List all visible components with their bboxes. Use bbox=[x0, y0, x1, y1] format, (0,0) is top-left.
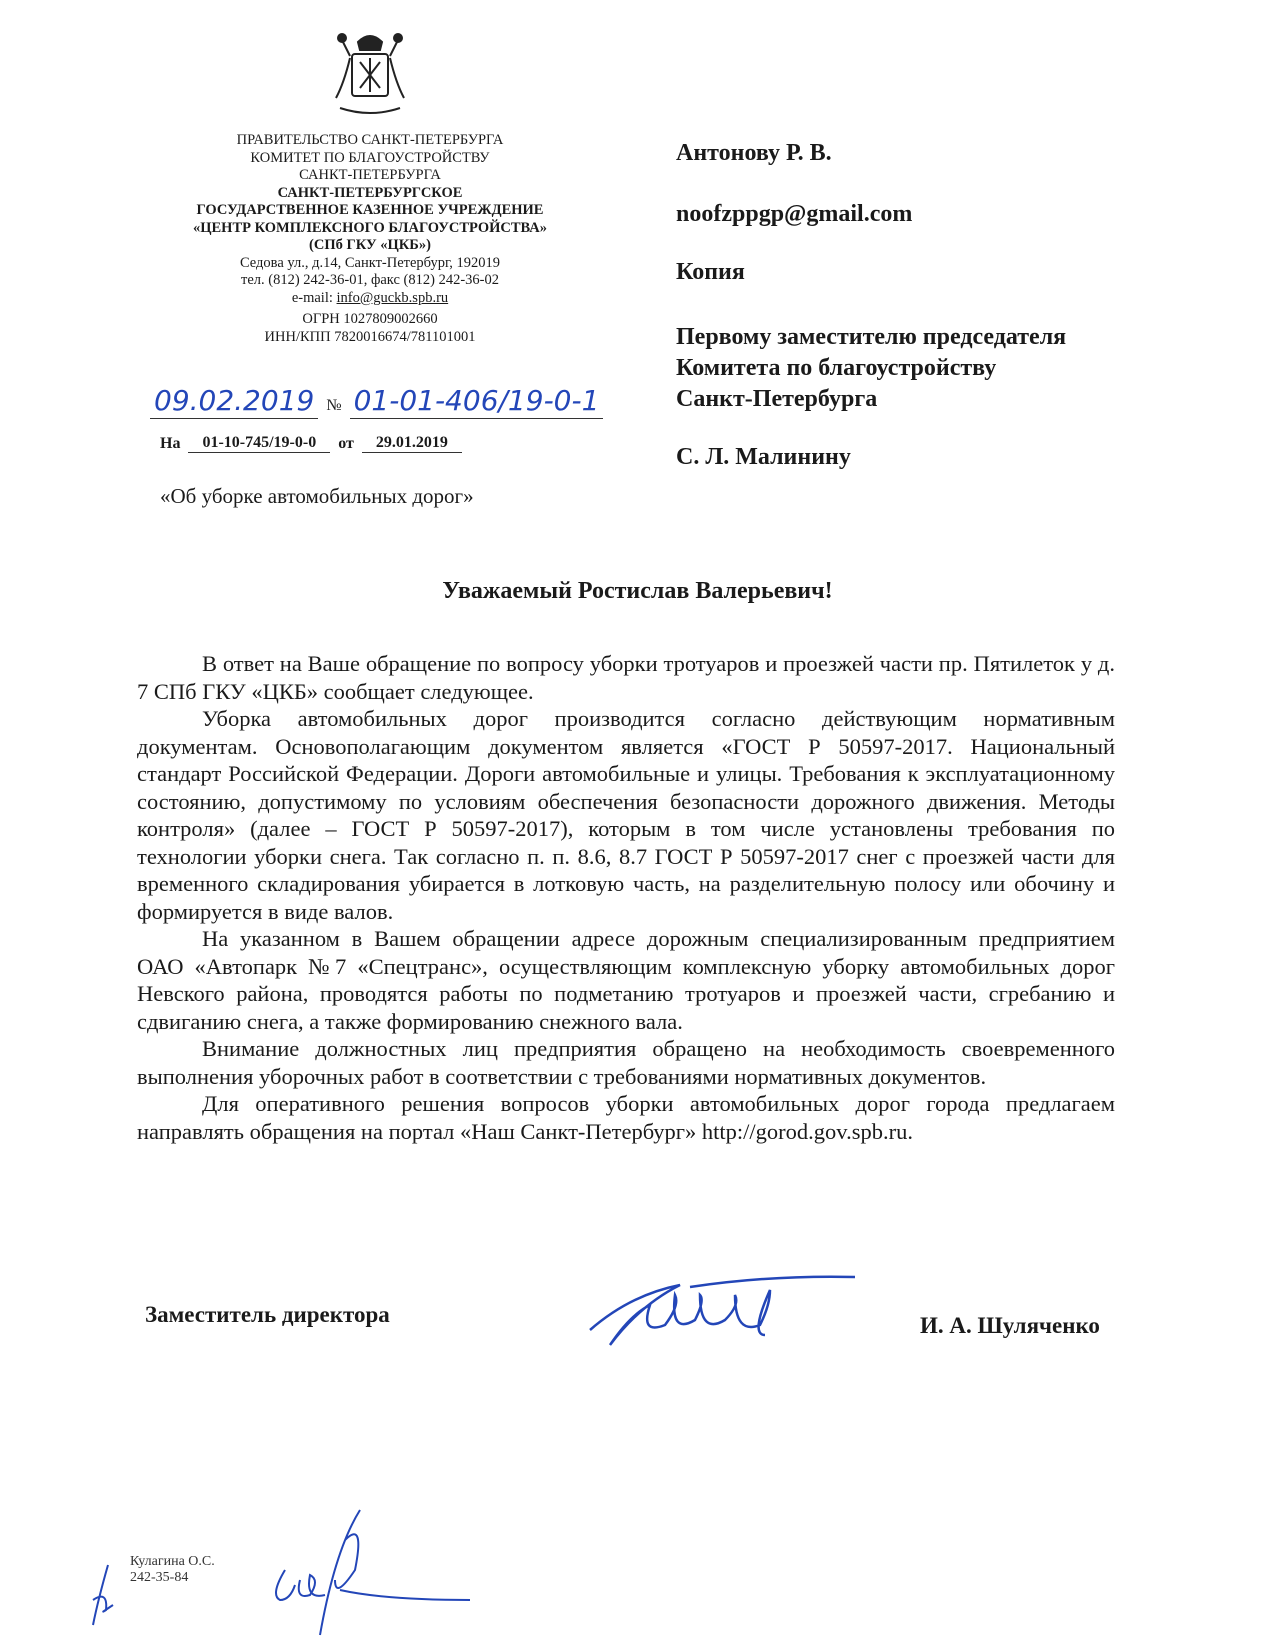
email-label: e-mail: bbox=[291, 289, 333, 306]
paragraph: На указанном в Вашем обращении адресе дорожным специализированным предприятием ОАО «Автопарк №7 «Спецтранс», осуществляющим комплексную уборку автомобильных дорог Невского района, проводятся работы по подметанию тротуаров и проезжей части, сгребанию и сдвиганию снега, а также формированию снежного вала. bbox=[137, 926, 1115, 1034]
org-email-row bbox=[140, 290, 600, 308]
registration-line bbox=[150, 384, 603, 419]
ref-label: На bbox=[160, 435, 181, 452]
addressees bbox=[676, 138, 1066, 473]
recipient: Антонову Р. В. bbox=[676, 140, 832, 166]
org-inn: ИНН/КПП 7820016674/781101001 bbox=[264, 328, 476, 345]
executor-signature-image bbox=[265, 1500, 485, 1640]
org-ogrn: ОГРН 1027809002660 bbox=[302, 311, 438, 327]
ref-from-label: от bbox=[338, 435, 354, 452]
coat-of-arms-emblem bbox=[330, 28, 410, 118]
email-link[interactable]: info@guckb.spb.ru bbox=[336, 289, 449, 306]
executor-name: Кулагина О.С. bbox=[130, 1554, 215, 1569]
org-phone: тел. (812) 242-36-01, факс (812) 242-36-02 bbox=[241, 272, 499, 288]
org-address: Седова ул., д.14, Санкт-Петербург, 192019 bbox=[239, 254, 501, 271]
institution-line: ГОСУДАРСТВЕННОЕ КАЗЕННОЕ УЧРЕЖДЕНИЕ bbox=[196, 202, 544, 218]
letter-body bbox=[137, 650, 1115, 1145]
executor-phone: 242-35-84 bbox=[130, 1570, 189, 1585]
signatory-title: Заместитель директора bbox=[145, 1302, 390, 1327]
registration-number: 01-01-406/19-0-1 bbox=[350, 384, 604, 419]
copy-name: С. Л. Малинину bbox=[676, 444, 851, 470]
organization-header bbox=[140, 132, 600, 346]
paragraph: Внимание должностных лиц предприятия обращено на необходимость своевременного выполнения уборочных работ в соответствии с требованиями нормативных документов. bbox=[137, 1036, 1115, 1089]
copy-line: Санкт-Петербурга bbox=[676, 386, 878, 412]
copy-line: Первому заместителю председателя bbox=[676, 324, 1067, 350]
executor-info bbox=[130, 1554, 215, 1586]
subject: «Об уборке автомобильных дорог» bbox=[160, 484, 474, 508]
paragraph: В ответ на Ваше обращение по вопросу уборки тротуаров и проезжей части пр. Пятилеток у д. 7 СПб ГКУ «ЦКБ» сообщает следующее. bbox=[137, 651, 1115, 704]
reference-line bbox=[160, 434, 462, 453]
signatory-name: И. А. Шуляченко bbox=[920, 1313, 1100, 1338]
org-line: САНКТ-ПЕТЕРБУРГА bbox=[299, 167, 441, 183]
paragraph: Для оперативного решения вопросов уборки автомобильных дорог города предлагаем направлять обращения на портал «Наш Санкт-Петербург» http://gorod.gov.spb.ru. bbox=[137, 1091, 1115, 1144]
institution-line: (СПб ГКУ «ЦКБ») bbox=[309, 237, 431, 253]
number-label: № bbox=[326, 397, 342, 414]
org-line: КОМИТЕТ ПО БЛАГОУСТРОЙСТВУ bbox=[250, 149, 490, 166]
registration-date: 09.02.2019 bbox=[150, 384, 318, 419]
paragraph: Уборка автомобильных дорог производится согласно действующим нормативным документам. Основополагающим документом является «ГОСТ Р 50597-2017. Национальный стандарт Российской Федерации. Дороги автомобильные и улицы. Требования к эксплуатационному состоянию, допустимому по условиям обеспечения безопасности дорожного движения. Методы контроля» (далее – ГОСТ Р 50597-2017), которым в том числе установлены требования по технологии уборки снега. Так согласно п. п. 8.6, 8.7 ГОСТ Р 50597-2017 снег с проезжей части для временного складирования убирается в лотковую часть, на разделительную полосу или обочину и формируется в виде валов. bbox=[137, 706, 1115, 924]
ref-date: 29.01.2019 bbox=[362, 434, 462, 453]
greeting: Уважаемый Ростислав Валерьевич! bbox=[442, 578, 833, 604]
initials-mark bbox=[88, 1560, 128, 1630]
copy-label: Копия bbox=[676, 259, 745, 285]
copy-line: Комитета по благоустройству bbox=[676, 355, 997, 381]
institution-line: САНКТ-ПЕТЕРБУРГСКОЕ bbox=[277, 184, 463, 201]
org-line: ПРАВИТЕЛЬСТВО САНКТ-ПЕТЕРБУРГА bbox=[236, 132, 504, 148]
institution-line: «ЦЕНТР КОМПЛЕКСНОГО БЛАГОУСТРОЙСТВА» bbox=[192, 219, 548, 236]
ref-number: 01-10-745/19-0-0 bbox=[188, 434, 330, 453]
signature-image bbox=[570, 1265, 870, 1355]
recipient-email: noofzppgp@gmail.com bbox=[676, 201, 913, 227]
